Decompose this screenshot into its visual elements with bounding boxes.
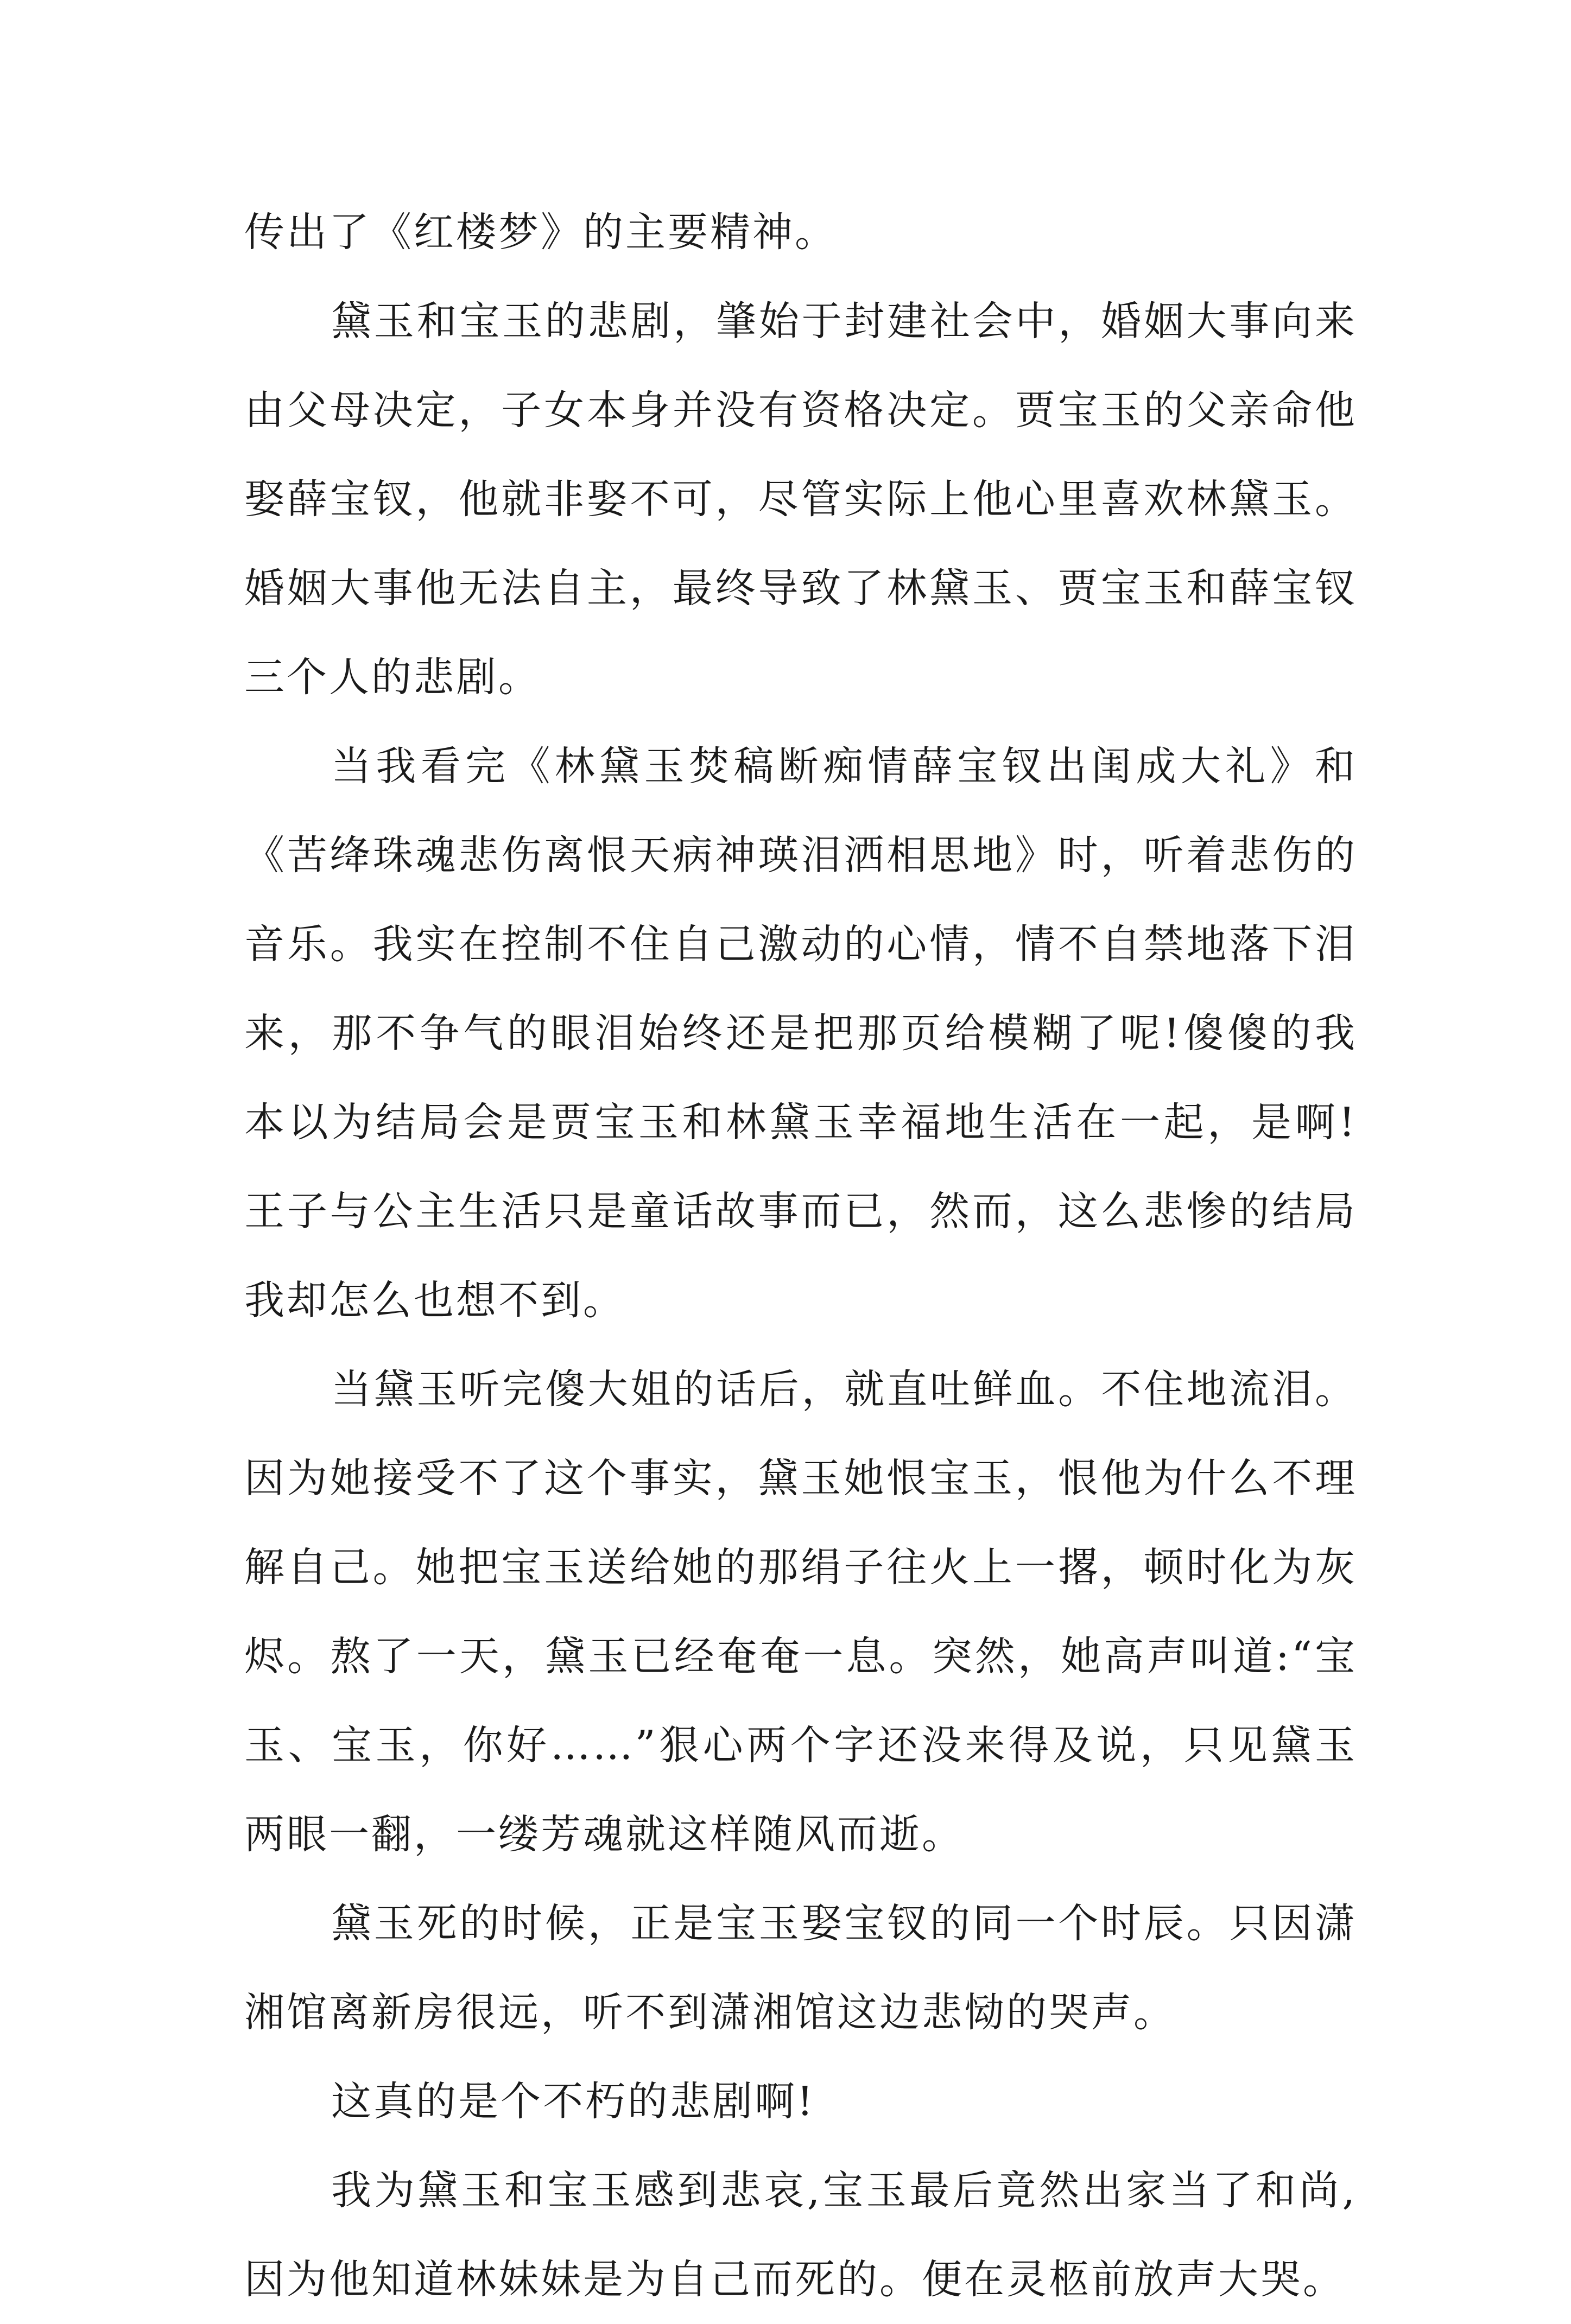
paragraph-3: 当我看完《林黛玉焚稿断痴情薛宝钗出闺成大礼》和《苦绛珠魂悲伤离恨天病神瑛泪洒相思地》时，听着悲伤的音乐。我实在控制不住自己激动的心情，情不自禁地落下泪来，那不争气的眼泪始终还是把那页给模糊了呢!傻傻的我本以为结局会是贾宝玉和林黛玉幸福地生活在一起，是啊!王子与公主生活只是童话故事而已，然而，这么悲惨的结局我却怎么也想不到。	[244, 743, 1357, 1324]
paragraph-4: 当黛玉听完傻大姐的话后，就直吐鲜血。不住地流泪。因为她接受不了这个事实，黛玉她恨宝玉，恨他为什么不理解自己。她把宝玉送给她的那绢子往火上一撂，顿时化为灰烬。熬了一天，黛玉已经奄奄一息。突然，她高声叫道:“宝玉、宝玉，你好……”狠心两个字还没来得及说，只见黛玉两眼一翻，一缕芳魂就这样随风而逝。	[244, 1366, 1357, 1858]
paragraph-1: 传出了《红楼梦》的主要精神。	[244, 209, 837, 256]
paragraph-5: 黛玉死的时候，正是宝玉娶宝钗的同一个时辰。只因潇湘馆离新房很远，听不到潇湘馆这边悲恸的哭声。	[244, 1900, 1357, 2036]
paragraph-7: 我为黛玉和宝玉感到悲哀,宝玉最后竟然出家当了和尚,因为他知道林妹妹是为自己而死的。便在灵柩前放声大哭。	[244, 2167, 1357, 2303]
document-body	[244, 188, 1357, 2324]
paragraph-2: 黛玉和宝玉的悲剧，肇始于封建社会中，婚姻大事向来由父母决定，子女本身并没有资格决定。贾宝玉的父亲命他娶薛宝钗，他就非娶不可，尽管实际上他心里喜欢林黛玉。婚姻大事他无法自主，最终导致了林黛玉、贾宝玉和薛宝钗三个人的悲剧。	[244, 298, 1357, 701]
paragraph-6: 这真的是个不朽的悲剧啊!	[331, 2078, 815, 2125]
